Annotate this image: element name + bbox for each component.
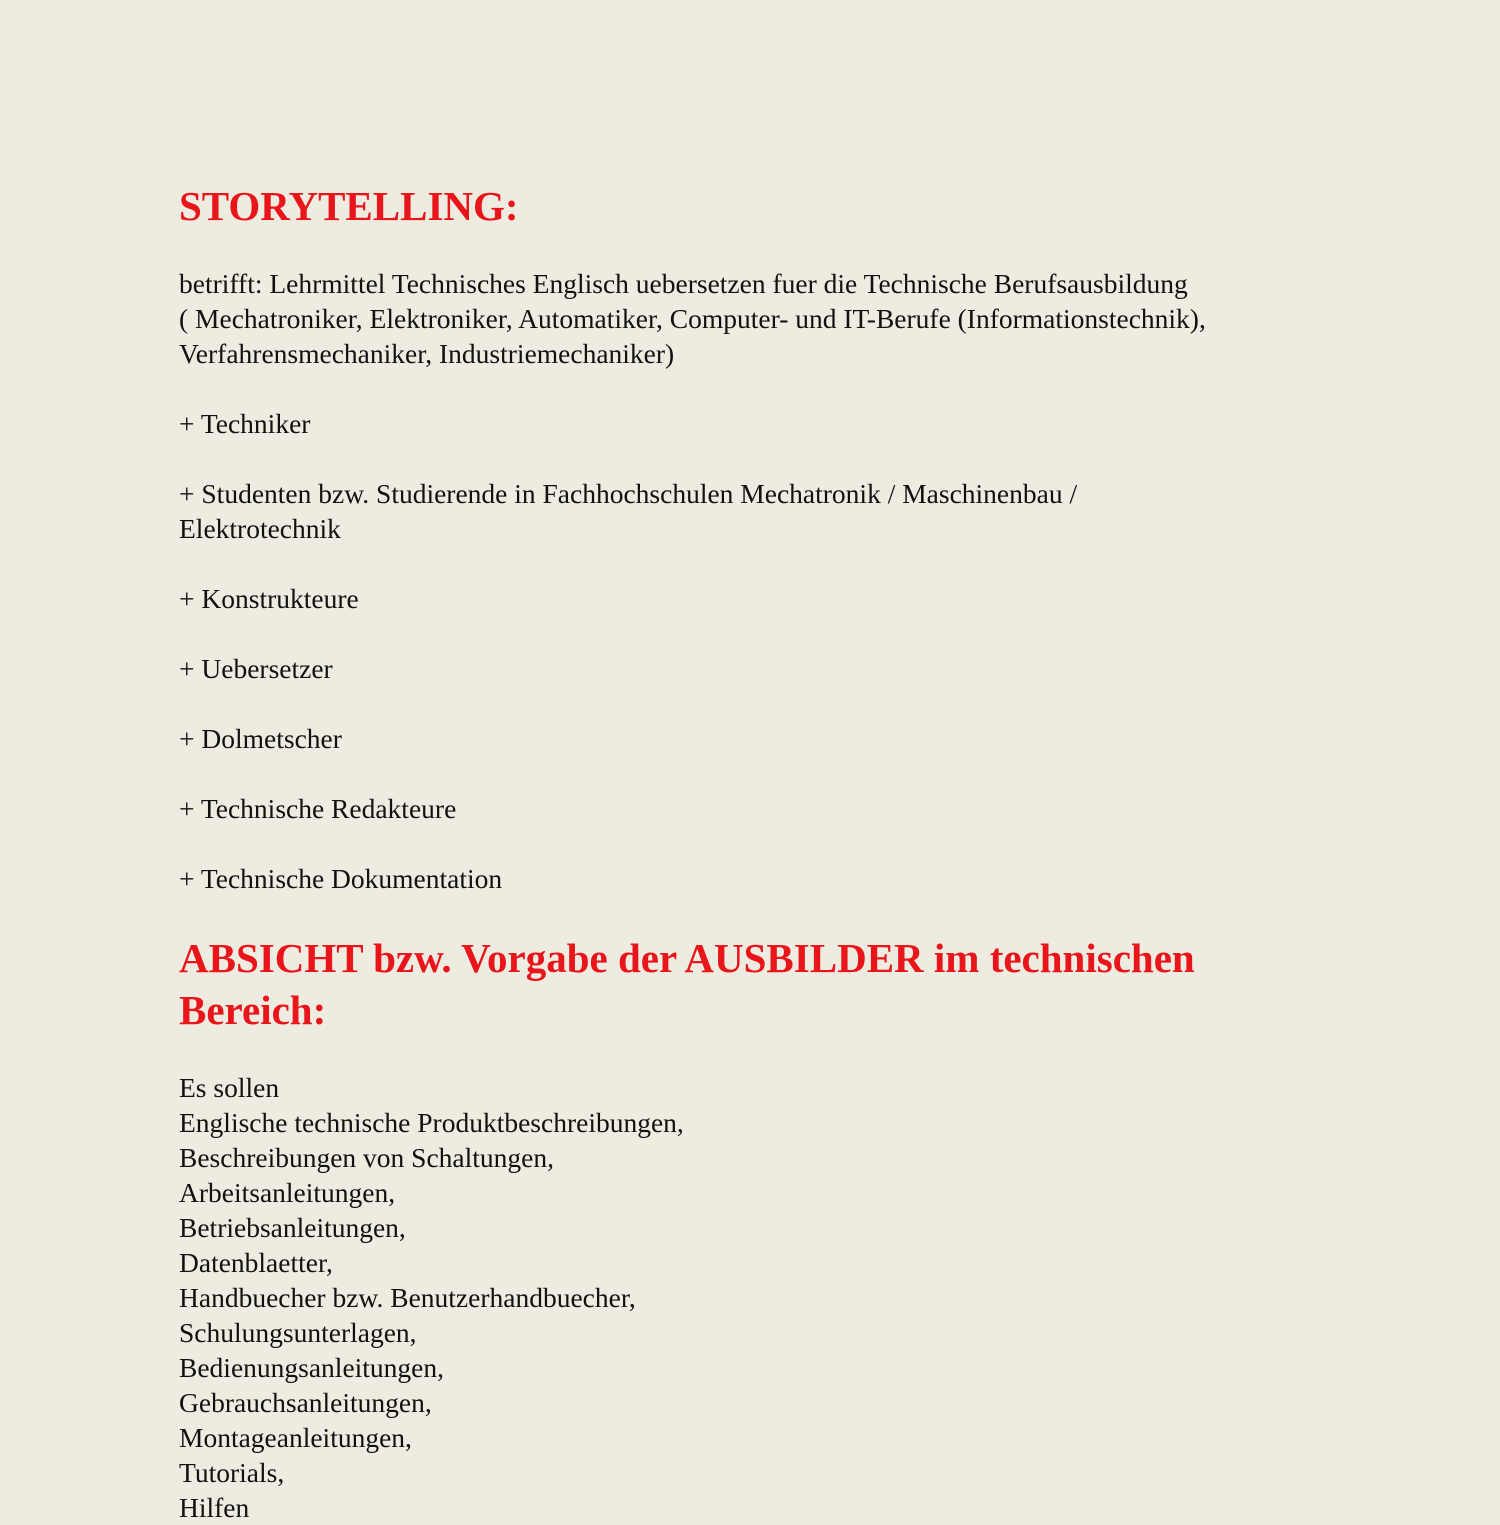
intro-paragraph	[179, 266, 1206, 371]
intro-line: Verfahrensmechaniker, Industriemechaniker)	[179, 338, 675, 369]
absicht-heading-line: Bereich:	[179, 987, 327, 1033]
intro-line: betrifft: Lehrmittel Technisches Englisch uebersetzen fuer die Technische Berufsausbildung	[179, 268, 1188, 299]
audience-text: + Dolmetscher	[179, 723, 342, 754]
audience-text: + Studenten bzw. Studierende in Fachhochschulen Mechatronik / Maschinenbau /	[179, 478, 1078, 509]
audience-item-uebersetzer	[179, 651, 333, 686]
list-item: Betriebsanleitungen,	[179, 1212, 406, 1243]
list-item: Hilfen	[179, 1492, 250, 1523]
list-item: Gebrauchsanleitungen,	[179, 1387, 432, 1418]
audience-item-redakteure	[179, 791, 456, 826]
list-item: Montageanleitungen,	[179, 1422, 412, 1453]
audience-text: Elektrotechnik	[179, 513, 341, 544]
list-item: Tutorials,	[179, 1457, 285, 1488]
intro-line: ( Mechatroniker, Elektroniker, Automatiker, Computer- und IT-Berufe (Informationstechnik),	[179, 303, 1206, 334]
absicht-heading-line: ABSICHT bzw. Vorgabe der AUSBILDER im technischen	[179, 935, 1195, 981]
audience-item-konstrukteure	[179, 581, 359, 616]
audience-item-studenten	[179, 476, 1077, 546]
list-item: Beschreibungen von Schaltungen,	[179, 1142, 554, 1173]
audience-item-techniker	[179, 406, 310, 441]
list-item: Arbeitsanleitungen,	[179, 1177, 396, 1208]
list-item: Datenblaetter,	[179, 1247, 333, 1278]
audience-text: + Techniker	[179, 408, 311, 439]
audience-text: + Konstrukteure	[179, 583, 359, 614]
absicht-heading	[179, 932, 1195, 1036]
list-item: Englische technische Produktbeschreibungen,	[179, 1107, 684, 1138]
document-types-list	[179, 1070, 684, 1525]
list-item: Schulungsunterlagen,	[179, 1317, 417, 1348]
audience-text: + Technische Dokumentation	[179, 863, 503, 894]
list-item: Es sollen	[179, 1072, 280, 1103]
list-item: Handbuecher bzw. Benutzerhandbuecher,	[179, 1282, 636, 1313]
audience-text: + Uebersetzer	[179, 653, 333, 684]
audience-text: + Technische Redakteure	[179, 793, 457, 824]
list-item: Bedienungsanleitungen,	[179, 1352, 445, 1383]
storytelling-heading: STORYTELLING:	[179, 183, 519, 229]
audience-item-dolmetscher	[179, 721, 342, 756]
audience-item-dokumentation	[179, 861, 502, 896]
